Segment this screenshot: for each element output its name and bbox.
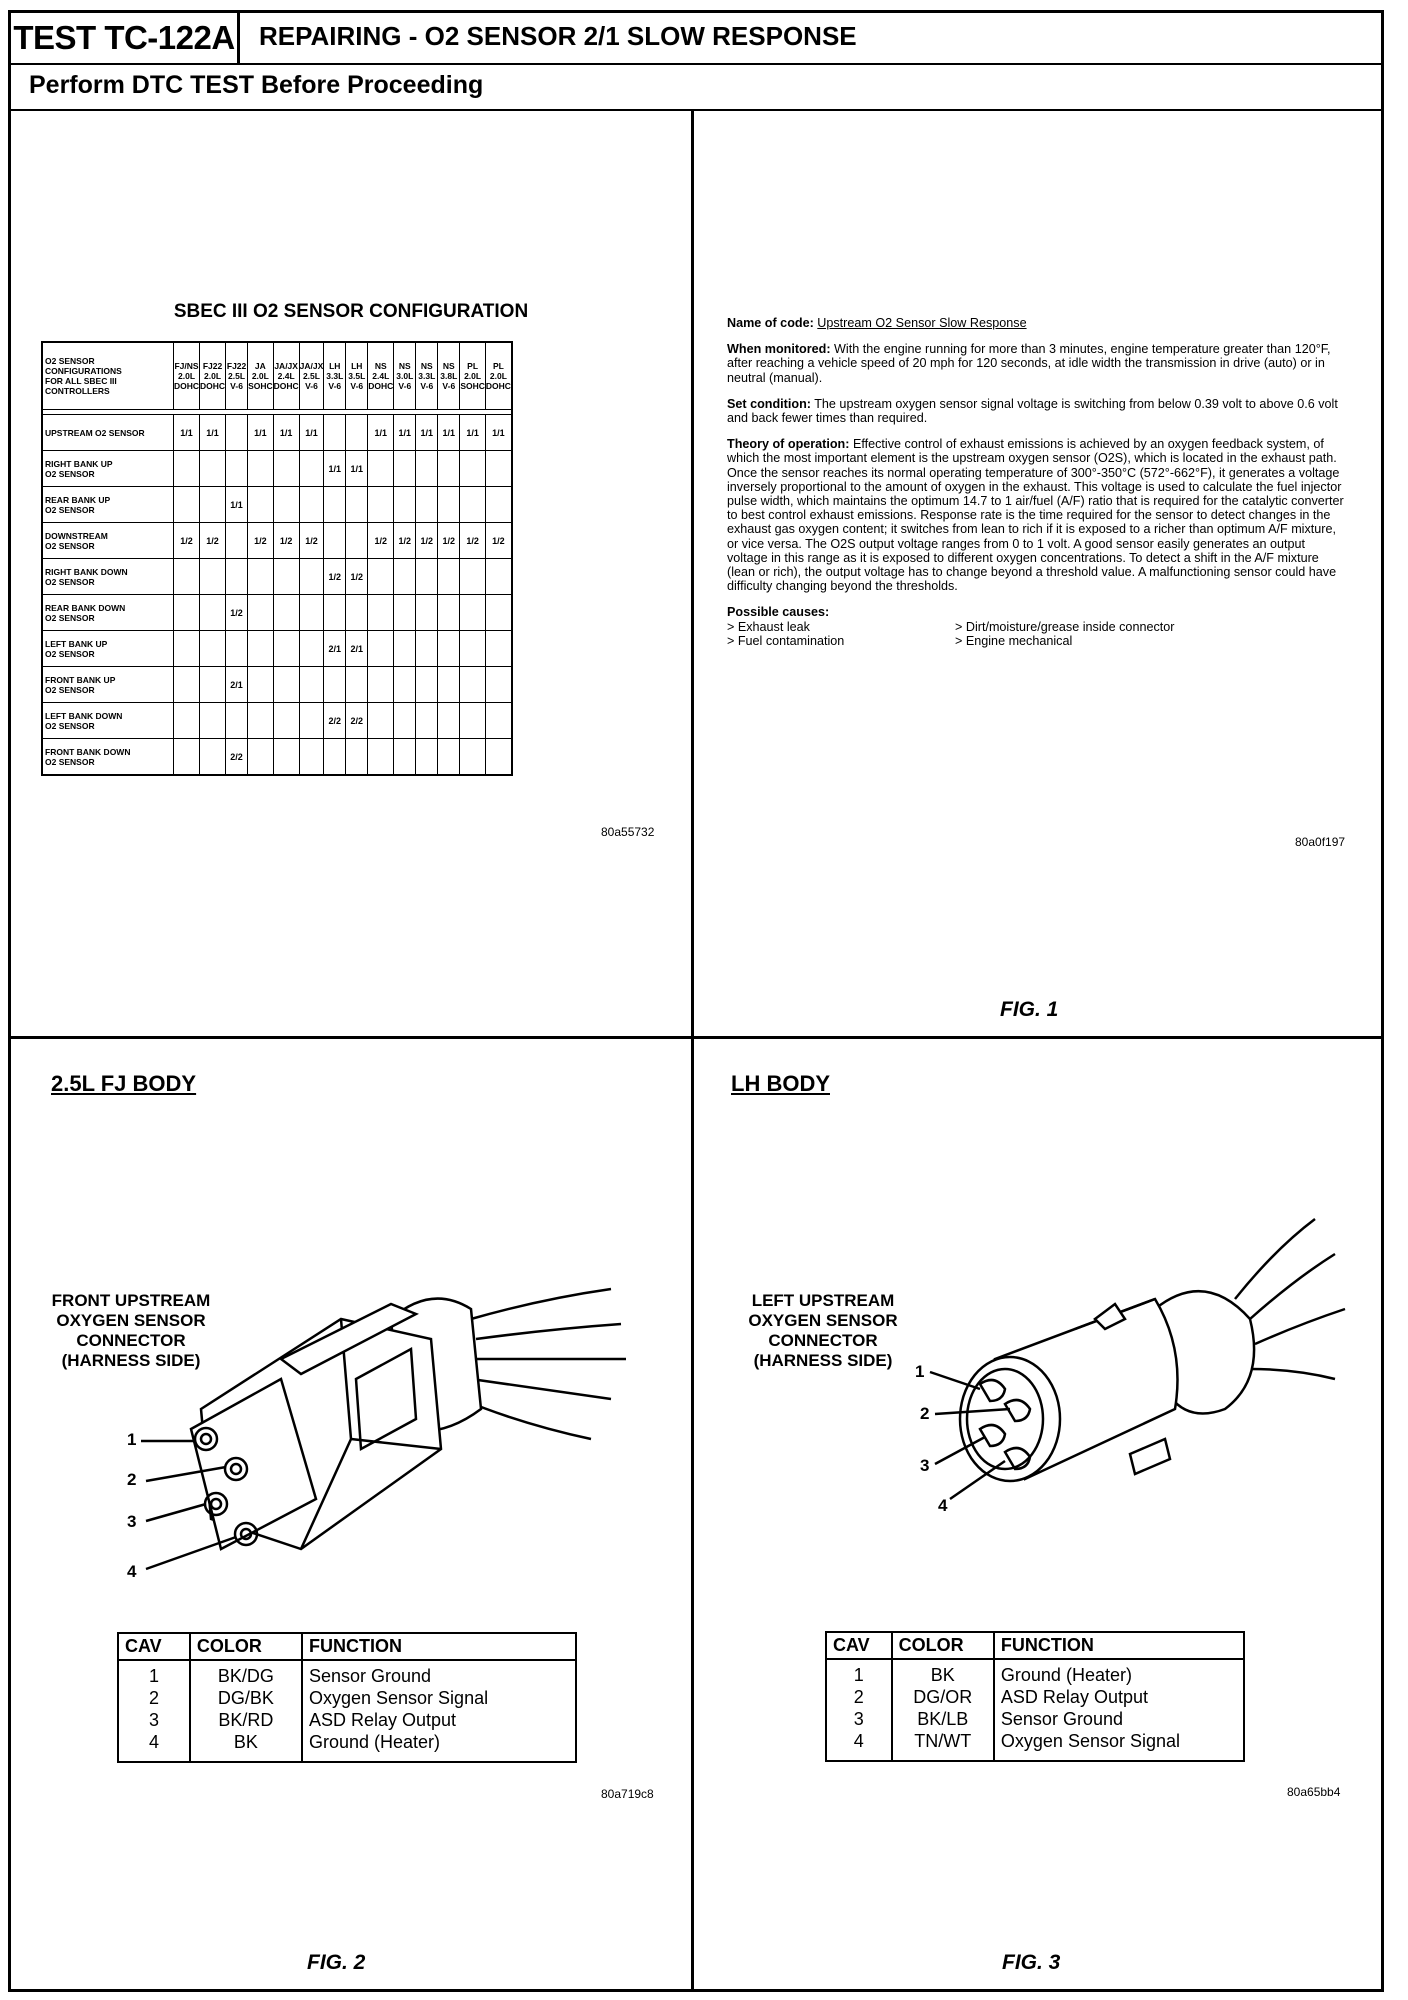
table-cell: 1/1 bbox=[394, 415, 416, 451]
column-header: NS 3.8L V-6 bbox=[438, 342, 460, 410]
figure-label: FIG. 2 bbox=[307, 1951, 366, 1974]
table-cell bbox=[248, 487, 274, 523]
column-header: FJ/NS 2.0L DOHC bbox=[174, 342, 200, 410]
table-cell bbox=[368, 739, 394, 776]
table-cell: 1/2 bbox=[416, 523, 438, 559]
cav-cell: 3 bbox=[118, 1709, 190, 1731]
table-cell bbox=[368, 667, 394, 703]
table-cell bbox=[200, 631, 226, 667]
table-cell: 1/1 bbox=[368, 415, 394, 451]
lh-body-panel bbox=[695, 1039, 1381, 1989]
table-cell bbox=[460, 451, 486, 487]
table-cell: 1/2 bbox=[174, 523, 200, 559]
when-monitored bbox=[727, 342, 1347, 385]
figure-label: FIG. 1 bbox=[1000, 998, 1059, 1021]
table-row bbox=[826, 1686, 1244, 1708]
table-row bbox=[118, 1660, 576, 1687]
table-row bbox=[42, 667, 512, 703]
color-cell: BK/DG bbox=[190, 1660, 302, 1687]
table-cell bbox=[273, 631, 299, 667]
column-header: LH 3.5L V-6 bbox=[346, 342, 368, 410]
table-cell bbox=[368, 631, 394, 667]
table-row bbox=[42, 523, 512, 559]
table-cell bbox=[416, 739, 438, 776]
table-row bbox=[826, 1708, 1244, 1730]
pin-label: 4 bbox=[938, 1496, 948, 1515]
table-cell bbox=[438, 487, 460, 523]
table-cell bbox=[200, 559, 226, 595]
table-cell bbox=[416, 595, 438, 631]
function-cell: Oxygen Sensor Signal bbox=[308, 1688, 489, 1708]
table-cell bbox=[226, 559, 248, 595]
column-header: PL 2.0L SOHC bbox=[460, 342, 486, 410]
code-description-panel bbox=[695, 111, 1381, 1036]
label-line: FRONT UPSTREAM bbox=[51, 1291, 211, 1310]
table-cell bbox=[394, 559, 416, 595]
table-row bbox=[42, 487, 512, 523]
corner-header: O2 SENSOR CONFIGURATIONS FOR ALL SBEC III CONTROLLERS bbox=[42, 342, 174, 410]
table-cell bbox=[200, 703, 226, 739]
color-cell: DG/OR bbox=[892, 1686, 994, 1708]
table-cell: 1/1 bbox=[273, 415, 299, 451]
color-cell: BK bbox=[892, 1659, 994, 1686]
function-cell: ASD Relay Output bbox=[1000, 1687, 1148, 1707]
table-cell: 1/1 bbox=[460, 415, 486, 451]
table-cell: 1/2 bbox=[438, 523, 460, 559]
table-cell bbox=[299, 559, 324, 595]
sbec-table-body bbox=[42, 410, 512, 776]
section-title: 2.5L FJ BODY bbox=[51, 1071, 197, 1096]
table-cell bbox=[226, 631, 248, 667]
sbec-title: SBEC III O2 SENSOR CONFIGURATION bbox=[173, 301, 529, 322]
cav-cell: 2 bbox=[118, 1687, 190, 1709]
column-header: NS 3.0L V-6 bbox=[394, 342, 416, 410]
table-cell bbox=[273, 667, 299, 703]
table-cell bbox=[485, 487, 512, 523]
table-cell bbox=[299, 703, 324, 739]
name-value: Upstream O2 Sensor Slow Response bbox=[817, 316, 1027, 330]
table-cell bbox=[299, 487, 324, 523]
table-cell bbox=[174, 739, 200, 776]
figure-label: FIG. 3 bbox=[1002, 1951, 1061, 1974]
table-cell bbox=[273, 451, 299, 487]
cause-item: > Dirt/moisture/grease inside connector bbox=[955, 619, 1175, 634]
row-label: LEFT BANK DOWN O2 SENSOR bbox=[42, 703, 174, 739]
table-cell: 2/2 bbox=[324, 703, 346, 739]
pin-label: 2 bbox=[920, 1404, 930, 1423]
causes-label: Possible causes: bbox=[727, 605, 830, 620]
table-row bbox=[42, 739, 512, 776]
table-cell bbox=[273, 703, 299, 739]
row-label: FRONT BANK UP O2 SENSOR bbox=[42, 667, 174, 703]
row-label: RIGHT BANK UP O2 SENSOR bbox=[42, 451, 174, 487]
table-cell: 1/2 bbox=[394, 523, 416, 559]
table-cell bbox=[200, 595, 226, 631]
table-cell bbox=[200, 487, 226, 523]
table-cell bbox=[485, 595, 512, 631]
table-cell bbox=[248, 667, 274, 703]
table-cell bbox=[394, 739, 416, 776]
column-header: JA/JX 2.5L V-6 bbox=[299, 342, 324, 410]
table-cell bbox=[299, 631, 324, 667]
table-cell bbox=[485, 667, 512, 703]
table-cell bbox=[438, 667, 460, 703]
table-cell bbox=[416, 703, 438, 739]
cav-cell: 3 bbox=[826, 1708, 892, 1730]
table-cell bbox=[346, 523, 368, 559]
column-header: FJ22 2.0L DOHC bbox=[200, 342, 226, 410]
table-cell bbox=[324, 487, 346, 523]
table-cell bbox=[485, 559, 512, 595]
row-label: LEFT BANK UP O2 SENSOR bbox=[42, 631, 174, 667]
table-cell bbox=[346, 415, 368, 451]
table-row bbox=[42, 595, 512, 631]
table-cell bbox=[324, 739, 346, 776]
color-cell: BK/RD bbox=[190, 1709, 302, 1731]
table-cell bbox=[174, 667, 200, 703]
table-cell bbox=[438, 703, 460, 739]
when-text: With the engine running for more than 3 minutes, engine temperature greater than 120°F, after reaching a vehicle speed of 20 mph for 120 seconds, at idle width the transmission in drive (auto) or in neutral (manual). bbox=[727, 342, 1331, 385]
set-condition bbox=[727, 397, 1347, 425]
table-cell: 1/1 bbox=[438, 415, 460, 451]
figure-code: 80a55732 bbox=[601, 825, 655, 839]
lh-connector-illustration bbox=[855, 1209, 1355, 1629]
cav-cell: 2 bbox=[826, 1686, 892, 1708]
header-divider bbox=[11, 63, 1381, 65]
table-cell bbox=[438, 595, 460, 631]
theory-label: Theory of operation: bbox=[727, 437, 850, 452]
when-label: When monitored: bbox=[727, 342, 831, 357]
table-cell: 1/2 bbox=[485, 523, 512, 559]
table-cell bbox=[485, 703, 512, 739]
table-cell: 2/2 bbox=[226, 739, 248, 776]
table-cell bbox=[273, 595, 299, 631]
table-cell bbox=[368, 451, 394, 487]
table-cell bbox=[485, 631, 512, 667]
col-header: COLOR bbox=[892, 1632, 994, 1659]
table-cell: 1/2 bbox=[248, 523, 274, 559]
table-cell bbox=[438, 631, 460, 667]
table-cell bbox=[299, 739, 324, 776]
table-cell: 1/2 bbox=[200, 523, 226, 559]
row-label: DOWNSTREAM O2 SENSOR bbox=[42, 523, 174, 559]
table-cell bbox=[226, 415, 248, 451]
function-cell: Sensor Ground bbox=[1000, 1709, 1123, 1729]
table-cell: 1/2 bbox=[324, 559, 346, 595]
table-cell bbox=[394, 595, 416, 631]
label-line: OXYGEN SENSOR bbox=[748, 1311, 898, 1330]
table-row bbox=[118, 1731, 576, 1762]
column-header: FJ22 2.5L V-6 bbox=[226, 342, 248, 410]
table-cell bbox=[368, 559, 394, 595]
page-title: REPAIRING - O2 SENSOR 2/1 SLOW RESPONSE bbox=[259, 21, 857, 51]
fj-body-panel bbox=[11, 1039, 691, 1989]
table-cell bbox=[394, 451, 416, 487]
sbec-config-table bbox=[41, 341, 513, 776]
table-cell bbox=[273, 739, 299, 776]
test-id: TEST TC-122A bbox=[13, 19, 235, 56]
table-cell bbox=[394, 667, 416, 703]
col-header: CAV bbox=[118, 1633, 190, 1660]
column-header: JA 2.0L SOHC bbox=[248, 342, 274, 410]
table-row bbox=[826, 1730, 1244, 1761]
table-cell bbox=[273, 559, 299, 595]
set-text: The upstream oxygen sensor signal voltage is switching from below 0.39 volt to above 0.6 volt and back fewer times than required. bbox=[727, 396, 1338, 426]
function-cell: Oxygen Sensor Signal bbox=[1000, 1731, 1181, 1751]
table-cell bbox=[200, 451, 226, 487]
table-cell: 2/2 bbox=[346, 703, 368, 739]
cause-item: > Engine mechanical bbox=[955, 633, 1073, 648]
color-cell: DG/BK bbox=[190, 1687, 302, 1709]
table-cell bbox=[248, 739, 274, 776]
figure-code: 80a719c8 bbox=[601, 1787, 654, 1801]
table-cell bbox=[368, 595, 394, 631]
table-cell bbox=[248, 559, 274, 595]
cav-cell: 4 bbox=[826, 1730, 892, 1761]
table-cell bbox=[174, 451, 200, 487]
table-cell bbox=[299, 667, 324, 703]
table-cell bbox=[416, 451, 438, 487]
pin-label: 4 bbox=[127, 1562, 137, 1581]
table-cell bbox=[324, 667, 346, 703]
table-cell: 2/1 bbox=[226, 667, 248, 703]
label-line: LEFT UPSTREAM bbox=[751, 1291, 895, 1310]
table-cell bbox=[460, 487, 486, 523]
theory-of-operation bbox=[727, 437, 1347, 593]
pin-label: 2 bbox=[127, 1470, 137, 1489]
row-label: REAR BANK DOWN O2 SENSOR bbox=[42, 595, 174, 631]
column-header: JA/JX 2.4L DOHC bbox=[273, 342, 299, 410]
table-cell: 1/1 bbox=[200, 415, 226, 451]
table-cell bbox=[324, 595, 346, 631]
table-cell bbox=[460, 595, 486, 631]
table-cell bbox=[346, 595, 368, 631]
col-header: FUNCTION bbox=[302, 1633, 576, 1660]
table-cell: 1/1 bbox=[226, 487, 248, 523]
cause-item: > Fuel contamination bbox=[727, 633, 845, 648]
lh-pin-table bbox=[825, 1631, 1245, 1762]
table-cell: 1/1 bbox=[299, 415, 324, 451]
column-header: NS 3.3L V-6 bbox=[416, 342, 438, 410]
row-label: RIGHT BANK DOWN O2 SENSOR bbox=[42, 559, 174, 595]
function-cell: Ground (Heater) bbox=[308, 1732, 441, 1752]
table-cell bbox=[174, 559, 200, 595]
table-row bbox=[826, 1659, 1244, 1686]
color-cell: TN/WT bbox=[892, 1730, 994, 1761]
table-cell bbox=[248, 595, 274, 631]
causes-list bbox=[727, 620, 1347, 648]
cav-cell: 1 bbox=[826, 1659, 892, 1686]
table-cell bbox=[438, 739, 460, 776]
row-label: REAR BANK UP O2 SENSOR bbox=[42, 487, 174, 523]
label-line: (HARNESS SIDE) bbox=[61, 1351, 201, 1370]
table-cell: 1/2 bbox=[460, 523, 486, 559]
table-cell bbox=[368, 487, 394, 523]
cause-item: > Exhaust leak bbox=[727, 619, 810, 634]
page-subtitle: Perform DTC TEST Before Proceeding bbox=[29, 71, 484, 99]
table-cell: 1/2 bbox=[368, 523, 394, 559]
table-cell bbox=[346, 667, 368, 703]
section-title: LH BODY bbox=[731, 1071, 830, 1096]
function-cell: Ground (Heater) bbox=[1000, 1665, 1132, 1685]
figure-code: 80a65bb4 bbox=[1287, 1785, 1341, 1799]
function-cell: Sensor Ground bbox=[308, 1666, 432, 1686]
table-cell bbox=[226, 703, 248, 739]
table-cell bbox=[346, 487, 368, 523]
table-row bbox=[42, 415, 512, 451]
function-cell: ASD Relay Output bbox=[308, 1710, 457, 1730]
table-cell bbox=[460, 739, 486, 776]
table-cell bbox=[299, 451, 324, 487]
table-row bbox=[42, 703, 512, 739]
sbec-config-panel bbox=[11, 111, 691, 1036]
table-cell: 1/2 bbox=[346, 559, 368, 595]
table-cell bbox=[394, 703, 416, 739]
pin-label: 1 bbox=[127, 1430, 137, 1449]
table-row bbox=[42, 559, 512, 595]
table-cell bbox=[174, 487, 200, 523]
table-cell bbox=[299, 595, 324, 631]
cav-cell: 1 bbox=[118, 1660, 190, 1687]
table-cell bbox=[438, 559, 460, 595]
table-cell: 2/1 bbox=[324, 631, 346, 667]
cav-cell: 4 bbox=[118, 1731, 190, 1762]
table-cell bbox=[324, 523, 346, 559]
possible-causes bbox=[727, 605, 1347, 648]
label-line: CONNECTOR bbox=[76, 1331, 186, 1350]
table-row bbox=[42, 631, 512, 667]
table-cell: 1/1 bbox=[416, 415, 438, 451]
sbec-header-row bbox=[42, 342, 512, 410]
table-cell bbox=[248, 451, 274, 487]
table-cell bbox=[368, 703, 394, 739]
label-line: CONNECTOR bbox=[768, 1331, 878, 1350]
theory-text: Effective control of exhaust emissions is achieved by an oxygen feedback system, of which the most important element is the upstream oxygen sensor (O2S), which is located in the exhaust path. Once the sensor reaches its normal operating temperature of 300°-350°C (572°-662°F), it generates a voltage inversely proportional to the amount of oxygen in the exhaust. This voltage is used to calculate the fuel injector pulse width, which maintains the optimum 14.7 to 1 air/fuel (A/F) ratio that is required for the catalytic converter to best control exhaust emissions. Response rate is the time required for the sensor to detect changes in the exhaust gas oxygen content; it switches from lean to rich if it is exposed to a richer than optimum A/F mixture, or vice versa. The O2S output voltage ranges from 0 to 1 volt. A good sensor easily generates an output voltage in this range as it is exposed to different oxygen concentrations. To detect a shift in the A/F mixture (lean or rich), the output voltage has to change beyond a threshold value. A malfunctioning sensor could have difficulty changing beyond the thresholds. bbox=[727, 437, 1344, 594]
table-cell: 1/1 bbox=[485, 415, 512, 451]
table-cell bbox=[416, 667, 438, 703]
pin-label: 3 bbox=[127, 1512, 137, 1531]
table-cell: 1/1 bbox=[324, 451, 346, 487]
col-header: COLOR bbox=[190, 1633, 302, 1660]
table-cell bbox=[460, 631, 486, 667]
table-cell: 1/2 bbox=[226, 595, 248, 631]
pin-label: 3 bbox=[920, 1456, 930, 1475]
table-row bbox=[42, 451, 512, 487]
table-cell bbox=[200, 739, 226, 776]
label-line: (HARNESS SIDE) bbox=[753, 1351, 893, 1370]
col-header: CAV bbox=[826, 1632, 892, 1659]
code-description bbox=[727, 316, 1347, 648]
label-line: OXYGEN SENSOR bbox=[56, 1311, 206, 1330]
table-row bbox=[118, 1709, 576, 1731]
table-cell bbox=[248, 631, 274, 667]
table-cell bbox=[226, 523, 248, 559]
table-row bbox=[118, 1687, 576, 1709]
table-cell: 1/1 bbox=[248, 415, 274, 451]
fj-pin-table bbox=[117, 1632, 577, 1763]
table-cell bbox=[485, 739, 512, 776]
table-cell: 1/1 bbox=[174, 415, 200, 451]
table-cell: 1/2 bbox=[299, 523, 324, 559]
column-header: LH 3.3L V-6 bbox=[324, 342, 346, 410]
table-cell bbox=[416, 559, 438, 595]
column-header: NS 2.4L DOHC bbox=[368, 342, 394, 410]
test-id-box bbox=[11, 13, 240, 63]
table-cell: 2/1 bbox=[346, 631, 368, 667]
table-cell: 1/1 bbox=[346, 451, 368, 487]
table-cell bbox=[394, 631, 416, 667]
service-manual-page bbox=[8, 10, 1384, 1992]
column-header: PL 2.0L DOHC bbox=[485, 342, 512, 410]
figure-code: 80a0f197 bbox=[1295, 835, 1346, 849]
table-cell bbox=[416, 631, 438, 667]
table-cell bbox=[324, 415, 346, 451]
table-cell bbox=[200, 667, 226, 703]
table-cell bbox=[416, 487, 438, 523]
table-cell bbox=[174, 631, 200, 667]
table-cell bbox=[226, 451, 248, 487]
color-cell: BK/LB bbox=[892, 1708, 994, 1730]
table-cell bbox=[174, 703, 200, 739]
table-cell bbox=[248, 703, 274, 739]
set-label: Set condition: bbox=[727, 396, 811, 411]
row-label: FRONT BANK DOWN O2 SENSOR bbox=[42, 739, 174, 776]
name-of-code bbox=[727, 316, 1347, 330]
table-cell: 1/2 bbox=[273, 523, 299, 559]
col-header: FUNCTION bbox=[994, 1632, 1244, 1659]
table-cell bbox=[460, 667, 486, 703]
color-cell: BK bbox=[190, 1731, 302, 1762]
table-cell bbox=[438, 451, 460, 487]
vertical-divider bbox=[691, 109, 694, 1989]
table-cell bbox=[485, 451, 512, 487]
row-label: UPSTREAM O2 SENSOR bbox=[42, 415, 174, 451]
table-cell bbox=[174, 595, 200, 631]
table-cell bbox=[346, 739, 368, 776]
table-cell bbox=[460, 559, 486, 595]
table-cell bbox=[460, 703, 486, 739]
pin-label: 1 bbox=[915, 1362, 925, 1381]
table-cell bbox=[273, 487, 299, 523]
name-label: Name of code: bbox=[727, 316, 814, 330]
table-cell bbox=[394, 487, 416, 523]
